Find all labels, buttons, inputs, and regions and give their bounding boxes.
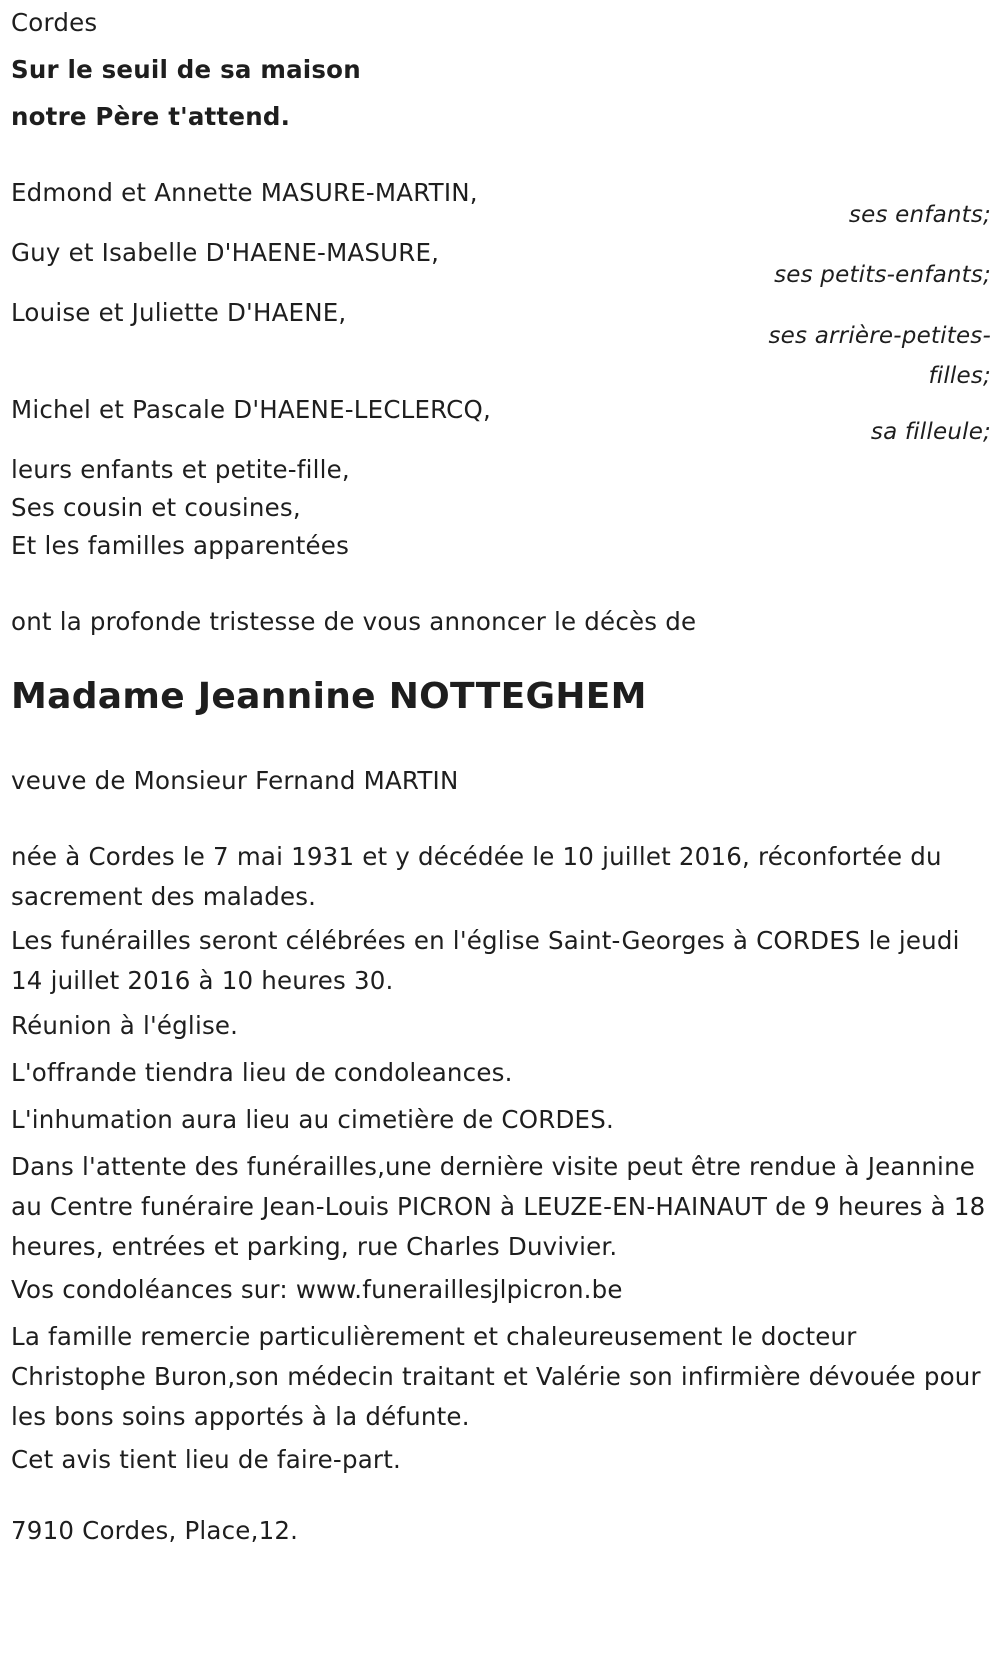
address: 7910 Cordes, Place,12.: [11, 1516, 299, 1545]
funeral-paragraph: Les funérailles seront célébrées en l'église Saint-Georges à CORDES le jeudi 14 juillet 2016 à 10 heures 30.: [11, 926, 960, 995]
verse-line-2: notre Père t'attend.: [11, 102, 291, 131]
announcement: ont la profonde tristesse de vous annoncer le décès de: [11, 607, 697, 636]
offering-paragraph: L'offrande tiendra lieu de condoleances.: [11, 1058, 513, 1087]
thanks-paragraph: La famille remercie particulièrement et chaleureusement le docteur Christophe Buron,son médecin traitant et Valérie son infirmière dévouée pour les bons soins apportés à la défunte.: [11, 1322, 981, 1431]
other-relatives: Ses cousin et cousines,: [11, 493, 301, 522]
family-relation: ses petits-enfants;: [774, 262, 991, 288]
burial-paragraph: L'inhumation aura lieu au cimetière de CORDES.: [11, 1105, 614, 1134]
family-names: Michel et Pascale D'HAENE-LECLERCQ,: [11, 395, 491, 424]
meeting-paragraph: Réunion à l'église.: [11, 1011, 239, 1040]
verse-line-1: Sur le seuil de sa maison: [11, 55, 361, 84]
condolences-paragraph: Vos condoléances sur: www.funerailles​jlpicron.be: [11, 1275, 623, 1304]
family-relation: ses arrière-petites-filles;: [768, 323, 991, 389]
deceased-name: Madame Jeannine NOTTEGHEM: [11, 676, 647, 717]
visit-paragraph: Dans l'attente des funérailles,une dernière visite peut être rendue à Jeannine au Centre funéraire Jean-Louis PICRON à LEUZE-EN-HAINAUT de 9 heures à 18 heures, entrées et parking, rue Charles Duvivier.: [11, 1152, 986, 1261]
birth-death-paragraph: née à Cordes le 7 mai 1931 et y décédée le 10 juillet 2016, réconfortée du sacrement des malades.: [11, 842, 942, 911]
family-names: Edmond et Annette MASURE-MARTIN,: [11, 178, 478, 207]
spouse-line: veuve de Monsieur Fernand MARTIN: [11, 766, 459, 795]
family-names: Guy et Isabelle D'HAENE-MASURE,: [11, 238, 440, 267]
other-relatives: leurs enfants et petite-fille,: [11, 455, 350, 484]
other-relatives: Et les familles apparentées: [11, 531, 350, 560]
notice-paragraph: Cet avis tient lieu de faire-part.: [11, 1445, 401, 1474]
family-relation: ses enfants;: [848, 202, 991, 228]
family-names: Louise et Juliette D'HAENE,: [11, 298, 347, 327]
family-relation: sa filleule;: [870, 419, 991, 445]
location-header: Cordes: [11, 8, 98, 37]
